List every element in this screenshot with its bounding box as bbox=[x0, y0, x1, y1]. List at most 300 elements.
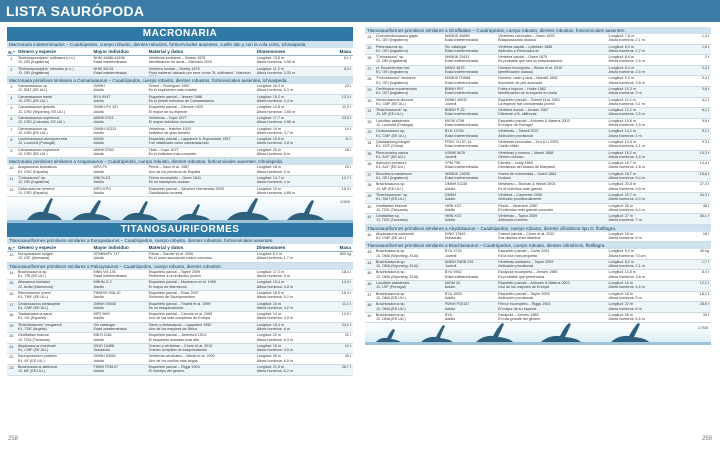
row-number-text: 41 bbox=[367, 215, 372, 220]
subsection-heading: Titanosauriformes primitivos similares a Europasaurus – Cuadrúpedos, cuerpo robusto, dientes robustos, forticervicales ausentes. bbox=[7, 237, 353, 244]
row-genus bbox=[16, 67, 92, 77]
row-dimensions bbox=[607, 45, 686, 55]
row-genus-text: Venenosaurus dicrocei bbox=[375, 97, 414, 102]
row-material-text: Adulto bbox=[93, 337, 104, 342]
row-dimensions-text: Altura hombros: 4,8 m bbox=[608, 165, 645, 170]
row-dimensions bbox=[255, 302, 326, 312]
table-row bbox=[365, 161, 711, 172]
row-genus-text: J3, Lourinhã (Portugal) bbox=[17, 141, 56, 146]
row-material-text: OMNH 01313 bbox=[93, 126, 117, 131]
row-site-text: El esqueleto montado más alto bbox=[148, 337, 200, 342]
row-number bbox=[7, 365, 16, 375]
row-number-text: 17 bbox=[9, 302, 14, 307]
row-number-text: 47 bbox=[367, 292, 372, 297]
row-dimensions-text: Longitud: 18 m bbox=[608, 231, 633, 236]
table-row bbox=[7, 84, 353, 95]
row-site-text: Braquiosáurido dudoso bbox=[498, 38, 537, 43]
subsection-heading: Macronaria primitivos similares a Camarasaurus – Cuadrúpedos, cuerpo robusto, dientes robustos, forticervicales ausentes, Ichnaspeda. bbox=[7, 77, 353, 84]
row-dimensions-text: Altura hombros: 4,95 m bbox=[256, 120, 296, 125]
row-material-text: GMNH bbox=[444, 192, 457, 197]
row-genus-text: J2, OEI (Inglaterra) bbox=[375, 59, 408, 64]
table-row bbox=[7, 95, 353, 106]
row-mass-text: 3,4 t bbox=[701, 76, 709, 81]
col-dimensions: Dimensiones bbox=[256, 245, 286, 251]
row-material-text: USNM 5678 bbox=[444, 150, 465, 155]
row-material-text: NHMUK R1868 bbox=[444, 76, 471, 81]
row-genus bbox=[374, 172, 443, 182]
row-material-text: AMNH FARB 291 bbox=[444, 259, 474, 264]
row-dimensions bbox=[255, 148, 326, 158]
row-material-text: FRDC GJ 07-14 bbox=[444, 139, 472, 144]
row-site bbox=[147, 280, 255, 290]
row-material-text: FMNH P25107 bbox=[93, 365, 118, 370]
row-genus-text: Sauroposeidon proteles bbox=[17, 354, 57, 359]
row-dimensions bbox=[607, 281, 686, 291]
table-row bbox=[365, 119, 711, 130]
row-genus-text: Brachiosaurus sp. bbox=[375, 259, 406, 264]
row-dimensions bbox=[255, 56, 326, 66]
subsection-heading: Macronaria indeterminados – Cuadrúpedos, cuerpo robusto, dientes robustos, forticervicales ausentes, cuello alto y con la cola corta, Ichnaspeda. bbox=[7, 41, 353, 48]
row-site-text: Fémur – Rodríguez 1987 bbox=[148, 84, 190, 89]
row-mass bbox=[325, 280, 353, 290]
row-material-text: BYU 4744 bbox=[444, 249, 462, 254]
table-row bbox=[365, 172, 711, 183]
row-site-text: Vértebra lumbar – Seeley 1875 bbox=[148, 66, 200, 71]
row-dimensions-text: Altura hombros: 5,4 m bbox=[608, 176, 645, 181]
row-dimensions-text: Longitud: 9,4 m bbox=[608, 65, 634, 70]
row-genus-text: J3, SMT (EE.UU.) bbox=[17, 88, 48, 93]
row-number-text: 21 bbox=[9, 344, 14, 349]
row-mass bbox=[685, 232, 711, 242]
row-mass-text: 16,4 t bbox=[341, 290, 351, 295]
row-number-text: 49 bbox=[367, 313, 372, 318]
table-rows bbox=[7, 165, 353, 197]
row-site bbox=[496, 45, 606, 55]
row-site bbox=[496, 260, 606, 270]
table-row bbox=[7, 67, 353, 78]
row-dimensions bbox=[255, 312, 326, 322]
row-genus-text: Brachiosaurus sp. bbox=[375, 312, 406, 317]
row-site-text: Esqueleto parcial – Tidwell et al. 1999 bbox=[148, 301, 211, 306]
row-dimensions bbox=[607, 161, 686, 171]
row-dimensions-text: Longitud: 14,5 m bbox=[608, 270, 636, 275]
row-site bbox=[496, 193, 606, 203]
row-dimensions bbox=[607, 292, 686, 302]
row-dimensions-text: Longitud: 15 m bbox=[256, 301, 282, 306]
row-mass bbox=[685, 45, 711, 55]
row-genus-text: Brachiosaurus sp. bbox=[375, 302, 406, 307]
row-genus-text: J3, LSF (Alemania) bbox=[17, 256, 50, 261]
row-genus-text: K1, XIL (España) bbox=[17, 316, 46, 321]
row-genus-text: K1, TWF (EE.UU.) bbox=[17, 295, 49, 300]
row-material-text: Juvenil bbox=[444, 101, 457, 106]
row-genus-text: K1, OEI (Inglaterra) bbox=[375, 48, 408, 53]
row-site bbox=[496, 249, 606, 259]
row-number-text: 37 bbox=[367, 172, 372, 177]
row-site-text: Es el individuo más completo bbox=[148, 152, 197, 157]
row-material bbox=[92, 148, 147, 158]
row-mass-text: 6,1 t bbox=[701, 108, 709, 113]
row-mass bbox=[325, 95, 353, 105]
row-dimensions-text: Longitud: 5,4 m bbox=[608, 249, 634, 254]
table-row bbox=[365, 98, 711, 109]
row-material-text: Adulto bbox=[93, 152, 104, 157]
row-genus bbox=[374, 260, 443, 270]
row-genus bbox=[16, 116, 92, 126]
row-genus bbox=[374, 140, 443, 150]
row-genus-text: J3, TDG (Tanzania) bbox=[17, 337, 50, 342]
row-site-text: El holotipo del género bbox=[148, 369, 185, 374]
row-material-text: MPZ 99/9 bbox=[93, 312, 110, 317]
row-site bbox=[147, 176, 255, 186]
row-genus bbox=[16, 270, 92, 280]
row-mass-text: 40 t bbox=[344, 354, 351, 359]
row-site bbox=[496, 270, 606, 280]
row-site bbox=[496, 204, 606, 214]
row-number bbox=[7, 354, 16, 364]
row-number-text: 26 bbox=[367, 56, 372, 61]
row-dimensions-text: Altura hombros: 5,9 m bbox=[608, 186, 645, 191]
row-mass bbox=[325, 291, 353, 301]
row-genus-text: Atlasaurus imelakei bbox=[17, 280, 50, 285]
table-row bbox=[7, 252, 353, 263]
row-mass bbox=[325, 148, 353, 158]
row-genus-text: Lusotitan atalaiensis bbox=[375, 118, 410, 123]
row-genus-text: K1, ESC (España) bbox=[17, 169, 48, 174]
row-material-text: Edad indeterminada bbox=[444, 70, 478, 75]
row-material bbox=[443, 182, 496, 192]
row-material-text: Adulto bbox=[444, 295, 456, 300]
row-mass bbox=[325, 252, 353, 262]
row-number bbox=[365, 108, 374, 118]
row-material bbox=[443, 119, 496, 129]
table-header bbox=[7, 48, 353, 56]
row-mass bbox=[325, 176, 353, 186]
row-genus-text: Camarasaurus supremus bbox=[17, 147, 60, 152]
row-number bbox=[7, 176, 16, 186]
row-material bbox=[443, 140, 496, 150]
row-genus bbox=[374, 34, 443, 44]
col-mass: Masa bbox=[339, 245, 351, 251]
row-mass bbox=[685, 98, 711, 108]
row-genus bbox=[16, 333, 92, 343]
row-dimensions bbox=[255, 280, 326, 290]
row-site-text: Uno de los mayores de África bbox=[148, 326, 197, 331]
row-mass-text: 9,6 t bbox=[701, 118, 709, 123]
row-mass-text: 18,4 t bbox=[341, 269, 351, 274]
row-mass-text: 12,7 t bbox=[341, 175, 351, 180]
table-row bbox=[7, 105, 353, 116]
row-material-text: FMNH P25107 bbox=[444, 302, 470, 307]
row-site-text: Uno de los más completos de Europa bbox=[148, 316, 211, 321]
row-dimensions-text: Altura hombros: 70 cm bbox=[608, 253, 646, 258]
row-mass bbox=[685, 249, 711, 259]
row-material-text: Juvenil bbox=[444, 264, 457, 269]
row-mass bbox=[325, 56, 353, 66]
row-dimensions-text: Altura hombros: 4,2 m bbox=[256, 305, 293, 310]
row-dimensions bbox=[255, 95, 326, 105]
row-genus-text: Abydosaurus mcintoshi bbox=[375, 231, 414, 236]
row-mass-text: 20 t bbox=[344, 165, 351, 170]
row-genus-text: J2, OEI (Inglaterra) bbox=[17, 180, 50, 185]
row-genus-text: J3, CRD (España) bbox=[17, 190, 48, 195]
row-dimensions-text: Altura hombros: 4,5 m bbox=[256, 348, 293, 353]
subsection-heading: Titanosauriformes primitivos similares a Paluxysaurus – Cuadrúpedos, cuerpo robusto, dientes robustos. bbox=[7, 263, 353, 270]
col-material: Mayor individuo bbox=[93, 49, 129, 54]
row-genus-text: "Brachiosaurus" nougaredi bbox=[17, 322, 62, 327]
row-dimensions-text: Altura hombros: 5 m bbox=[608, 235, 642, 240]
table-row bbox=[365, 66, 711, 77]
row-number bbox=[7, 116, 16, 126]
row-mass-text: 28,7 t bbox=[341, 365, 351, 370]
row-mass-text: 6,1 t bbox=[343, 56, 351, 60]
row-mass bbox=[325, 105, 353, 115]
row-material-text: Adulto bbox=[444, 306, 456, 311]
row-genus-text: Brachiosaurus altithorax bbox=[17, 365, 58, 370]
row-genus-text: "Brachiosaurus" sp. bbox=[375, 108, 409, 113]
row-number-text: 39 bbox=[367, 193, 372, 198]
page-title: LISTA SAURÓPODA bbox=[6, 3, 145, 19]
row-mass-text: 23 t bbox=[344, 84, 351, 89]
row-material-text: Adulto bbox=[93, 256, 104, 261]
row-site-text: Atribución provisional bbox=[498, 264, 534, 269]
row-site bbox=[147, 365, 255, 375]
row-material-text: Edad indeterminada bbox=[444, 112, 478, 117]
row-site-text: Uno de los mayores de Europa bbox=[498, 285, 549, 290]
row-site-text: Esqueleto parcial – Rose 2007 bbox=[148, 290, 199, 295]
row-genus bbox=[374, 55, 443, 65]
row-genus bbox=[374, 151, 443, 161]
row-genus-text: "Cetiosaurus" sp. bbox=[375, 55, 405, 60]
row-genus-text: K1, TRI (EE.UU.) bbox=[17, 274, 47, 279]
row-genus bbox=[374, 119, 443, 129]
row-material-text: MIGM 4798 bbox=[444, 118, 465, 123]
row-site-text: Esqueleto parcial – Lapparent & Zbyszewski 1957 bbox=[148, 137, 231, 142]
row-dimensions-text: Altura hombros: 6 m bbox=[256, 326, 290, 331]
row-genus bbox=[374, 45, 443, 55]
row-site bbox=[147, 323, 255, 333]
row-mass bbox=[685, 108, 711, 118]
row-mass-text: 14,3 t bbox=[341, 280, 351, 285]
row-dimensions-text: Longitud: 14,1 m bbox=[608, 129, 636, 134]
row-material-text: NHM 30219 bbox=[93, 66, 114, 71]
row-site-text: Fíbula – Sander et al. 2006 bbox=[148, 252, 194, 257]
row-dimensions-text: Altura hombros: 5 m bbox=[256, 169, 290, 174]
row-material-text: MIGM bbox=[93, 137, 104, 142]
row-material-text: BYU 4503 bbox=[444, 291, 462, 296]
row-mass bbox=[685, 270, 711, 280]
row-site-text: Escápula incompleta – Jensen 1985 bbox=[498, 270, 558, 275]
row-site-text: Atribución provisional bbox=[498, 295, 534, 300]
row-site-text: Es probable que sea un braquiosáurido bbox=[498, 59, 563, 64]
row-material bbox=[92, 84, 147, 94]
row-number-text: 10 bbox=[9, 166, 14, 171]
row-mass bbox=[685, 313, 711, 323]
table-rows bbox=[7, 56, 353, 77]
row-genus-text: Ornithopsis eucamerotus bbox=[375, 86, 417, 91]
row-number bbox=[7, 187, 16, 197]
row-dimensions-text: Longitud: 8,8 m bbox=[608, 55, 634, 60]
row-genus-text: J3, MF (EE.UU.) bbox=[375, 186, 403, 191]
row-mass bbox=[685, 151, 711, 161]
row-site-text: Dudoso bbox=[498, 176, 511, 181]
row-dimensions-text: Altura hombros: 2,1 m bbox=[608, 38, 645, 43]
row-material-text: MPZ-PV bbox=[93, 165, 108, 170]
row-number-text: 20 bbox=[9, 334, 14, 339]
row-mass-text: 12,1 t bbox=[699, 281, 709, 286]
table-row bbox=[7, 176, 353, 187]
row-dimensions-text: Altura hombros: 5,2 m bbox=[256, 295, 293, 300]
table-row bbox=[7, 333, 353, 344]
row-site-text: Esqueleto parcial – Jensen 1988 bbox=[148, 94, 203, 99]
silhouette-band bbox=[365, 323, 711, 345]
row-genus-text: J3, Lourinhã (Portugal) bbox=[375, 123, 414, 128]
row-mass bbox=[325, 187, 353, 197]
row-material bbox=[443, 76, 496, 86]
row-material bbox=[443, 232, 496, 242]
row-material bbox=[443, 45, 496, 55]
subsection-heading: Macronaria primitivos similares a Aragosaurus – Cuadrúpedos, cuerpo robusto, dientes robustos, forticervicales ausentes, Ichnaspeda. bbox=[7, 158, 353, 165]
row-material-text: HMN XV2 bbox=[444, 214, 462, 219]
row-material-text: Adulto bbox=[93, 316, 104, 321]
row-material-text: BMNH R97 bbox=[444, 86, 464, 91]
row-genus-text: Cedarosaurus weiskopfae bbox=[17, 301, 61, 306]
row-number-text: 15 bbox=[9, 281, 14, 286]
row-genus-text: Cedarosaurus sp. bbox=[375, 129, 405, 134]
row-genus-text: J3, CRD (EE.UU.) bbox=[17, 130, 48, 135]
table-row bbox=[365, 76, 711, 87]
subsection-heading: Titanosauriformes primitivos similares a Brachiosaurus – Cuadrúpedos, cuerpo robusto, dientes cilíndricos, flotiflagra. bbox=[365, 242, 711, 249]
row-material-text: MNCN-D1 bbox=[93, 175, 111, 180]
row-mass bbox=[685, 302, 711, 312]
row-mass-text: 2 t bbox=[704, 55, 709, 60]
row-genus-text: J3, CRC (EE.UU.) bbox=[17, 99, 48, 104]
row-dimensions-text: Longitud: 8,2 m bbox=[608, 259, 634, 264]
table-row bbox=[7, 137, 353, 148]
row-number bbox=[7, 252, 16, 262]
row-genus bbox=[374, 249, 443, 259]
row-dimensions-text: Altura hombros: 6,5 m bbox=[608, 317, 645, 322]
row-number-text: 27 bbox=[367, 66, 372, 71]
row-site bbox=[496, 55, 606, 65]
section-title-titanosauriformes: TITANOSAURIFORMES bbox=[7, 223, 353, 237]
row-site-text: Es el primer individuo de Camarasaurus bbox=[148, 99, 215, 104]
row-site bbox=[496, 151, 606, 161]
row-material-text: AMNH 5761 bbox=[93, 115, 114, 120]
row-material-text: Edad indeterminada bbox=[93, 60, 127, 65]
row-mass bbox=[325, 365, 353, 375]
col-dimensions: Dimensiones bbox=[256, 49, 286, 54]
row-number bbox=[365, 182, 374, 192]
row-material-text: MPG-KPG bbox=[93, 186, 111, 191]
row-site-text: Pudo haberse ubicado por error como "B. suffossus", Mannion 2010 bbox=[148, 70, 251, 78]
row-dimensions-text: Longitud: 15,5 m bbox=[256, 137, 285, 142]
row-dimensions-text: Altura hombros: 4,4 m bbox=[608, 154, 645, 159]
row-genus bbox=[16, 280, 92, 290]
row-mass-text: 40 kg bbox=[699, 249, 709, 254]
row-genus-text: "Cetiosaurus" sp. bbox=[17, 175, 47, 180]
row-mass-text: 800 kg bbox=[339, 252, 351, 257]
row-number bbox=[7, 105, 16, 115]
row-dimensions-text: Longitud: 9,9 m bbox=[608, 76, 634, 81]
row-dimensions bbox=[607, 98, 686, 108]
row-material-text: Edad indeterminada bbox=[444, 133, 478, 138]
row-site bbox=[147, 137, 255, 147]
row-material-text: YPM 798 bbox=[444, 161, 461, 166]
table-row bbox=[365, 87, 711, 98]
row-mass bbox=[325, 67, 353, 77]
row-dimensions-text: Altura hombros: 3,8 m bbox=[608, 80, 645, 85]
row-mass bbox=[685, 214, 711, 224]
row-number-text: 7 bbox=[10, 127, 13, 132]
row-site-text: Cuello bífido bbox=[498, 144, 519, 149]
row-site-text: Sacro y metacarpos – Lapparent 1960 bbox=[148, 322, 212, 327]
row-mass bbox=[685, 281, 711, 291]
row-site bbox=[496, 313, 606, 323]
row-mass-text: 14,4 t bbox=[699, 161, 709, 166]
row-dimensions-text: Altura hombros: 6 m bbox=[608, 306, 642, 311]
row-dimensions-text: Longitud: 18,3 m bbox=[256, 84, 285, 89]
section-title-macronaria: MACRONARIA bbox=[7, 27, 353, 41]
row-dimensions bbox=[607, 66, 686, 76]
row-number-text: 2 bbox=[10, 67, 13, 72]
row-site-text: Esqueleto parcial – Canudo et al. 2008 bbox=[148, 312, 213, 317]
row-site bbox=[496, 129, 606, 139]
row-material-text: Sin catalogar bbox=[444, 44, 467, 49]
row-material-text: MB.R.2181 bbox=[93, 333, 112, 338]
row-site-text: Es el único saurópodo enano conocido bbox=[148, 256, 213, 261]
table-row bbox=[7, 291, 353, 302]
row-dimensions-text: Longitud: 8,3 m bbox=[608, 44, 634, 49]
row-material bbox=[443, 87, 496, 97]
row-mass-text: 33 t bbox=[702, 312, 709, 317]
row-material bbox=[92, 323, 147, 333]
row-dimensions-text: Longitud: 15,4 m bbox=[256, 280, 285, 285]
row-site-text: Es el espécimen más notable bbox=[148, 88, 197, 93]
row-genus-text: Abydosaurus mcintoshi bbox=[17, 343, 56, 348]
row-genus bbox=[374, 87, 443, 97]
row-genus bbox=[374, 270, 443, 280]
row-genus bbox=[16, 291, 92, 301]
row-genus-text: J3, TDG (Tanzania) bbox=[375, 207, 408, 212]
row-dimensions-text: Longitud: 15,2 m bbox=[608, 150, 636, 155]
row-number-text: 32 bbox=[367, 119, 372, 124]
row-genus-text: J3, OMA (EE.UU.) bbox=[375, 295, 406, 300]
row-site bbox=[496, 281, 606, 291]
row-genus-text: J3, OMA (Wyoming, EUA) bbox=[375, 264, 419, 269]
row-material-text: Adulto bbox=[93, 358, 104, 363]
row-material bbox=[92, 105, 147, 115]
row-mass bbox=[685, 34, 711, 44]
row-material bbox=[443, 34, 496, 44]
row-mass bbox=[685, 129, 711, 139]
row-site bbox=[147, 127, 255, 137]
row-dimensions bbox=[607, 140, 686, 150]
top-bar bbox=[0, 0, 720, 22]
row-number-text: 44 bbox=[367, 260, 372, 265]
row-number bbox=[365, 214, 374, 224]
row-genus-text: K1, SMT (EE.UU.) bbox=[375, 197, 406, 202]
col-num: N.º bbox=[8, 50, 15, 55]
row-number-text: 40 bbox=[367, 204, 372, 209]
row-site bbox=[496, 140, 606, 150]
row-dimensions bbox=[255, 127, 326, 137]
row-mass bbox=[325, 344, 353, 354]
row-mass-text: 9,1 t bbox=[701, 129, 709, 134]
row-mass bbox=[685, 55, 711, 65]
row-number-text: 5 bbox=[10, 106, 13, 111]
row-dimensions-text: Altura hombros: 6,2 m bbox=[256, 369, 293, 374]
